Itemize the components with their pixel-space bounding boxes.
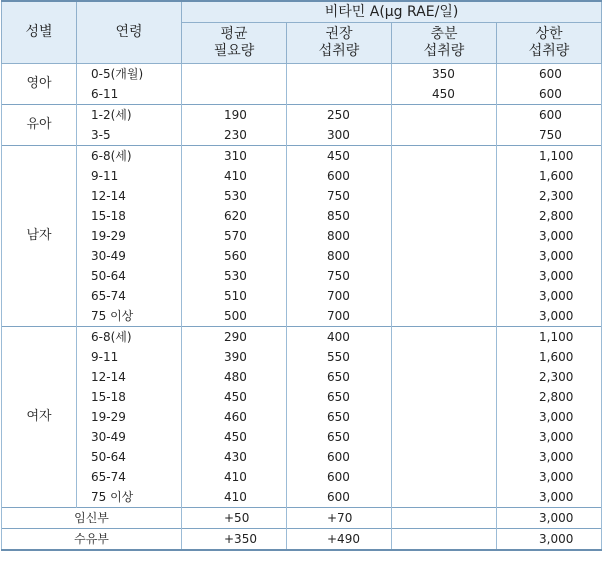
rni-value-cell: 450 [287,146,392,167]
ear-value-cell: 410 [182,467,287,487]
ai-value-cell [392,387,497,407]
rni-value-cell: 550 [287,347,392,367]
table-row [2,407,602,427]
table-row [2,387,602,407]
age-cell: 6-8(세) [77,146,182,167]
ul-value-cell: 1,600 [497,347,602,367]
age-cell: 65-74 [77,286,182,306]
rni-value-cell: 650 [287,387,392,407]
rni-value-cell: +70 [287,508,392,529]
ear-value-cell [182,64,287,85]
rni-value-cell: 850 [287,206,392,226]
ai-value-cell [392,125,497,146]
table-body [2,64,602,551]
ear-value-cell: 570 [182,226,287,246]
rni-value-cell: +490 [287,529,392,551]
ear-value-cell: 560 [182,246,287,266]
ul-value-cell: 3,000 [497,226,602,246]
ear-value-cell: 230 [182,125,287,146]
header-age: 연령 [77,1,182,64]
ul-value-cell: 1,100 [497,327,602,348]
vitamin-a-table [1,0,602,551]
ul-value-cell: 600 [497,84,602,105]
table-row [2,146,602,167]
sex-group-label: 영아 [2,64,77,105]
table-row [2,367,602,387]
ul-value-cell: 2,800 [497,206,602,226]
ul-value-cell: 3,000 [497,286,602,306]
table-row [2,246,602,266]
table-row [2,226,602,246]
ai-value-cell [392,286,497,306]
ai-value-cell [392,246,497,266]
ul-value-cell: 600 [497,105,602,126]
age-cell: 50-64 [77,447,182,467]
ai-value-cell [392,508,497,529]
ul-value-cell: 3,000 [497,529,602,551]
ear-value-cell: +350 [182,529,287,551]
ai-value-cell [392,146,497,167]
ul-value-cell: 600 [497,64,602,85]
ai-value-cell [392,347,497,367]
rni-value-cell [287,64,392,85]
table-row [2,286,602,306]
ear-value-cell: 460 [182,407,287,427]
table-row [2,64,602,85]
ear-value-cell: 410 [182,487,287,508]
ul-value-cell: 750 [497,125,602,146]
rni-value-cell: 650 [287,407,392,427]
sex-group-label: 여자 [2,327,77,508]
table-row-special [2,529,602,551]
rni-value-cell: 300 [287,125,392,146]
ul-value-cell: 1,600 [497,166,602,186]
ul-value-cell: 2,300 [497,367,602,387]
table-row [2,125,602,146]
age-cell: 6-11 [77,84,182,105]
table-row [2,467,602,487]
age-cell: 75 이상 [77,306,182,327]
ai-value-cell: 350 [392,64,497,85]
age-cell: 15-18 [77,387,182,407]
ear-value-cell: 530 [182,266,287,286]
ul-value-cell: 3,000 [497,508,602,529]
rni-value-cell: 600 [287,487,392,508]
rni-value-cell: 600 [287,447,392,467]
ai-value-cell [392,327,497,348]
ai-value-cell [392,266,497,286]
ai-value-cell [392,427,497,447]
header-sex: 성별 [2,1,77,64]
table-row-special [2,508,602,529]
rni-value-cell: 750 [287,186,392,206]
ear-value-cell: 390 [182,347,287,367]
special-group-label: 임신부 [2,508,182,529]
header-rni: 권장 섭취량 [287,23,392,64]
rni-value-cell: 600 [287,467,392,487]
ul-value-cell: 3,000 [497,266,602,286]
ear-value-cell: 480 [182,367,287,387]
ear-value-cell: 620 [182,206,287,226]
table-header [2,1,602,64]
ai-value-cell [392,166,497,186]
ai-value-cell [392,206,497,226]
ul-value-cell: 2,300 [497,186,602,206]
ear-value-cell: 450 [182,427,287,447]
sex-group-label: 유아 [2,105,77,146]
age-cell: 19-29 [77,407,182,427]
rni-value-cell: 800 [287,226,392,246]
ear-value-cell: 500 [182,306,287,327]
rni-value-cell: 750 [287,266,392,286]
table-row [2,447,602,467]
ai-value-cell: 450 [392,84,497,105]
ul-value-cell: 3,000 [497,427,602,447]
age-cell: 12-14 [77,186,182,206]
rni-value-cell: 700 [287,306,392,327]
ul-value-cell: 3,000 [497,487,602,508]
ear-value-cell: 410 [182,166,287,186]
ai-value-cell [392,105,497,126]
ai-value-cell [392,186,497,206]
ear-value-cell: 430 [182,447,287,467]
ul-value-cell: 3,000 [497,447,602,467]
table-row [2,84,602,105]
rni-value-cell [287,84,392,105]
age-cell: 19-29 [77,226,182,246]
ul-value-cell: 3,000 [497,467,602,487]
rni-value-cell: 800 [287,246,392,266]
age-cell: 9-11 [77,347,182,367]
rni-value-cell: 400 [287,327,392,348]
ul-value-cell: 2,800 [497,387,602,407]
rni-value-cell: 650 [287,367,392,387]
ear-value-cell: 530 [182,186,287,206]
ul-value-cell: 1,100 [497,146,602,167]
ul-value-cell: 3,000 [497,306,602,327]
ai-value-cell [392,226,497,246]
age-cell: 30-49 [77,427,182,447]
ai-value-cell [392,306,497,327]
table-row [2,186,602,206]
age-cell: 9-11 [77,166,182,186]
ai-value-cell [392,447,497,467]
rni-value-cell: 650 [287,427,392,447]
ul-value-cell: 3,000 [497,246,602,266]
ear-value-cell: 190 [182,105,287,126]
table-row [2,327,602,348]
table-row [2,347,602,367]
age-cell: 50-64 [77,266,182,286]
header-ul: 상한 섭취량 [497,23,602,64]
ai-value-cell [392,367,497,387]
rni-value-cell: 250 [287,105,392,126]
table-row [2,105,602,126]
age-cell: 75 이상 [77,487,182,508]
table-row [2,266,602,286]
table-row [2,306,602,327]
age-cell: 0-5(개월) [77,64,182,85]
ai-value-cell [392,529,497,551]
table-row [2,487,602,508]
age-cell: 12-14 [77,367,182,387]
header-ai: 충분 섭취량 [392,23,497,64]
special-group-label: 수유부 [2,529,182,551]
table-row [2,427,602,447]
age-cell: 6-8(세) [77,327,182,348]
ear-value-cell: 310 [182,146,287,167]
table-row [2,166,602,186]
age-cell: 15-18 [77,206,182,226]
ear-value-cell: 510 [182,286,287,306]
sex-group-label: 남자 [2,146,77,327]
age-cell: 1-2(세) [77,105,182,126]
ear-value-cell: 290 [182,327,287,348]
ai-value-cell [392,467,497,487]
table-row [2,206,602,226]
rni-value-cell: 700 [287,286,392,306]
ai-value-cell [392,487,497,508]
age-cell: 30-49 [77,246,182,266]
age-cell: 65-74 [77,467,182,487]
ear-value-cell [182,84,287,105]
header-vitamin-a-group: 비타민 A(μg RAE/일) [182,1,602,23]
ai-value-cell [392,407,497,427]
ul-value-cell: 3,000 [497,407,602,427]
age-cell: 3-5 [77,125,182,146]
ear-value-cell: 450 [182,387,287,407]
header-ear: 평균 필요량 [182,23,287,64]
ear-value-cell: +50 [182,508,287,529]
rni-value-cell: 600 [287,166,392,186]
